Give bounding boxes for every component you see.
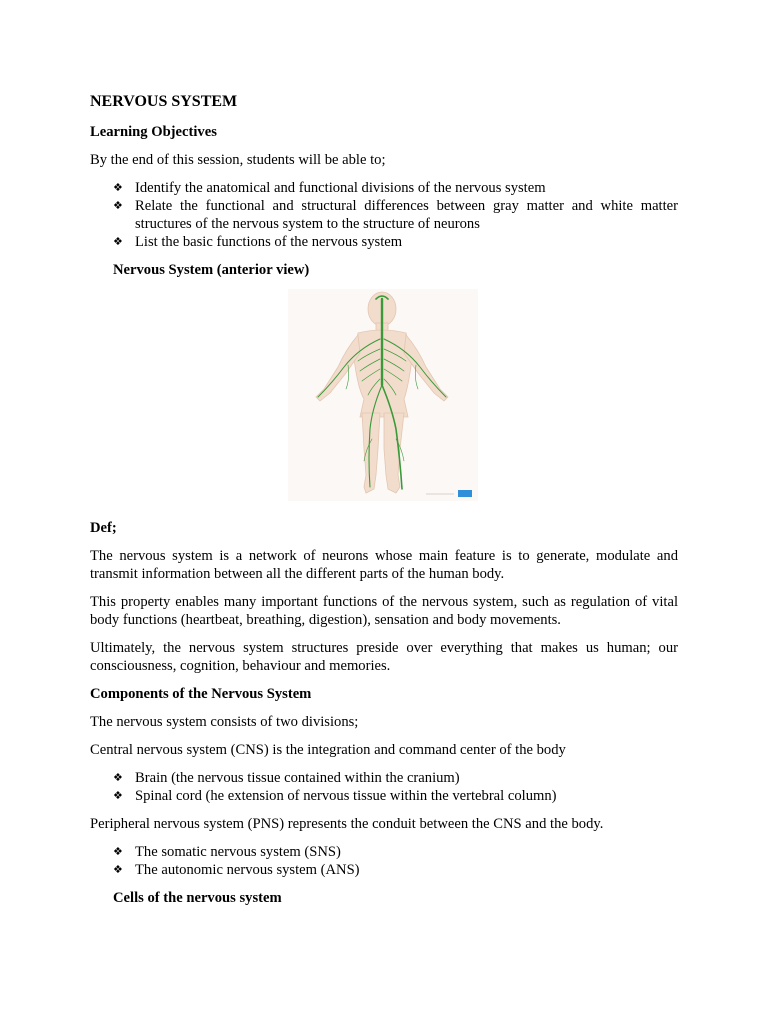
list-item	[113, 179, 678, 197]
diamond-bullet-icon: ❖	[113, 199, 123, 212]
list-item-text: The somatic nervous system (SNS)	[135, 844, 341, 860]
list-item	[113, 233, 678, 251]
learning-objectives-intro: By the end of this session, students will be able to;	[90, 152, 386, 168]
diamond-bullet-icon: ❖	[113, 235, 123, 248]
document-page	[90, 92, 678, 917]
nervous-system-figure	[90, 289, 678, 507]
cells-heading: Cells of the nervous system	[113, 890, 282, 906]
definition-heading: Def;	[90, 520, 117, 536]
diamond-bullet-icon: ❖	[113, 181, 123, 194]
definition-paragraph: The nervous system is a network of neurons whose main feature is to generate, modulate and transmit information between all the different parts of the human body.	[90, 548, 678, 582]
diamond-bullet-icon: ❖	[113, 789, 123, 802]
document-title: NERVOUS SYSTEM	[90, 93, 238, 110]
cns-description: Central nervous system (CNS) is the integration and command center of the body	[90, 742, 566, 758]
list-item-text: List the basic functions of the nervous system	[135, 234, 403, 250]
list-item-text: Brain (the nervous tissue contained within the cranium)	[135, 770, 460, 786]
diamond-bullet-icon: ❖	[113, 845, 123, 858]
list-item-text: Identify the anatomical and functional divisions of the nervous system	[135, 180, 546, 196]
definition-paragraph: This property enables many important functions of the nervous system, such as regulation of vital body functions (heartbeat, breathing, digestion), sensation and body movements.	[90, 594, 678, 628]
pns-description: Peripheral nervous system (PNS) represents the conduit between the CNS and the body.	[90, 816, 604, 832]
list-item	[113, 787, 678, 805]
list-item	[113, 197, 678, 233]
badge-logo	[458, 490, 472, 497]
figure-caption: Nervous System (anterior view)	[113, 262, 310, 278]
components-heading: Components of the Nervous System	[90, 686, 312, 702]
learning-objectives-list	[90, 179, 678, 251]
list-item-text: The autonomic nervous system (ANS)	[135, 862, 360, 878]
cns-list	[90, 769, 678, 805]
diamond-bullet-icon: ❖	[113, 863, 123, 876]
diamond-bullet-icon: ❖	[113, 771, 123, 784]
learning-objectives-heading: Learning Objectives	[90, 124, 217, 140]
list-item-text: Relate the functional and structural differences between gray matter and white matter structures of the nervous system to the structure of neurons	[135, 198, 678, 232]
list-item	[113, 861, 678, 879]
list-item-text: Spinal cord (he extension of nervous tissue within the vertebral column)	[135, 788, 557, 804]
nervous-system-anterior-view-image	[288, 289, 478, 501]
list-item	[113, 843, 678, 861]
list-item	[113, 769, 678, 787]
components-intro: The nervous system consists of two divisions;	[90, 714, 359, 730]
definition-paragraph: Ultimately, the nervous system structures preside over everything that makes us human; our consciousness, cognition, behaviour and memories.	[90, 640, 678, 674]
pns-list	[90, 843, 678, 879]
